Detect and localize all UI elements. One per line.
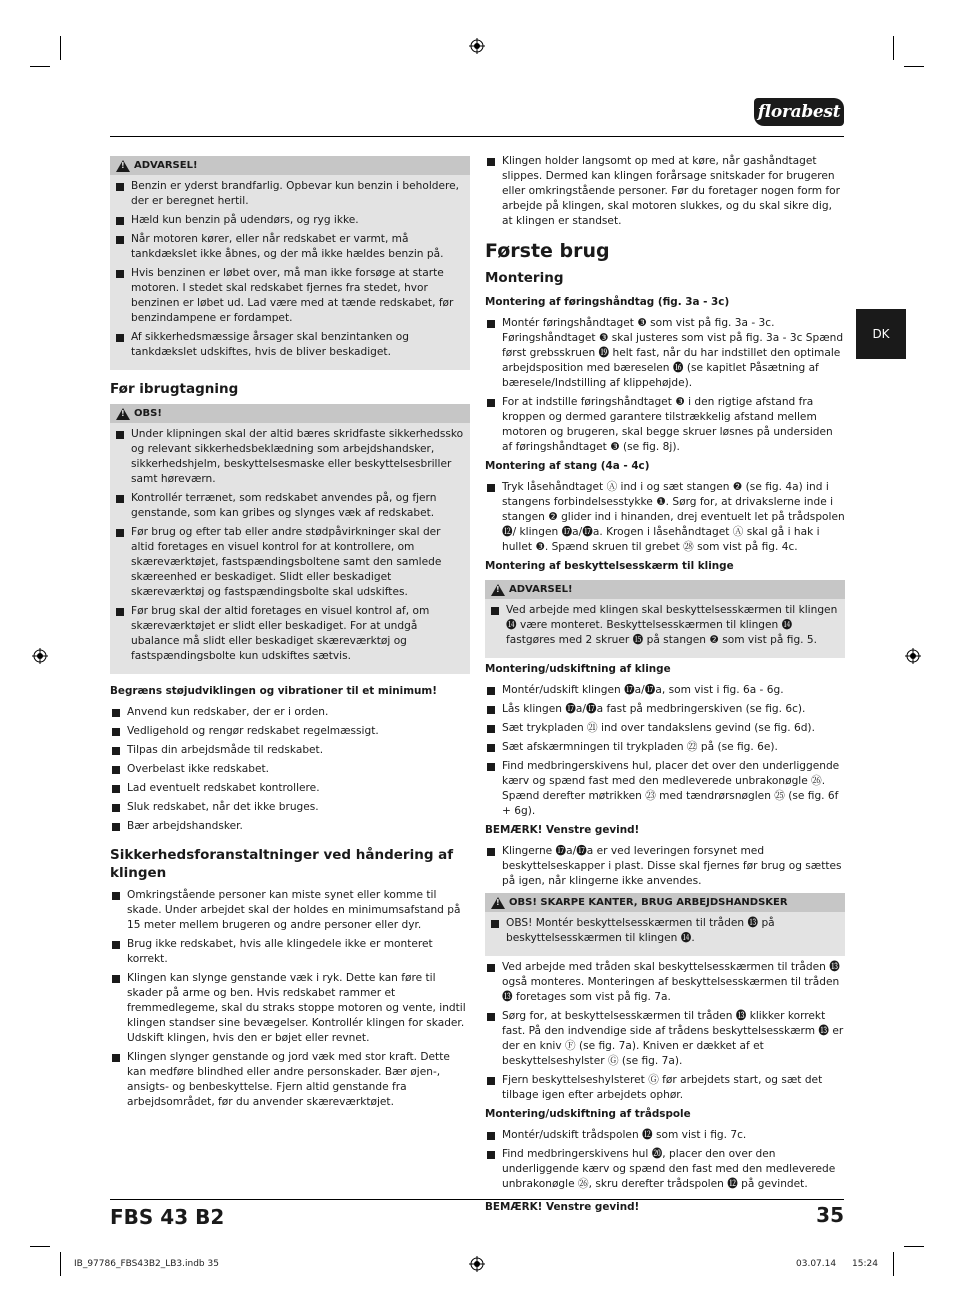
thread-guard-list	[485, 960, 845, 1103]
list-item: Omkringstående personer kan miste synet eller komme til skade. Under arbejdet skal der holdes en minimumsafstand på 15 meter mellem brugeren og andre personer eller dyr.	[110, 888, 470, 933]
print-date: 03.07.14	[796, 1259, 837, 1269]
blade-title: Montering/udskiftning af klinge	[485, 663, 671, 675]
list-item: Hvis benzinen er løbet over, må man ikke forsøge at starte motoren. I stedet skal redskabet fjernes fra stedet, hvor benzinen er løbet ud. Lad være med at tænde redskabet, før benzindampene er fordampet.	[114, 266, 464, 326]
list-item: Brug ikke redskabet, hvis alle klingedele ikke er monteret korrekt.	[110, 937, 470, 967]
notice-box	[485, 893, 845, 956]
notice-box	[110, 404, 470, 674]
crop-mark	[904, 1246, 924, 1247]
model-name: FBS 43 B2	[110, 1205, 225, 1229]
language-tab: DK	[856, 309, 906, 359]
list-item: Benzin er yderst brandfarlig. Opbevar kun benzin i beholdere, der er beregnet hertil.	[114, 179, 464, 209]
header-rule	[110, 136, 844, 137]
blade-list	[485, 683, 845, 819]
page-number: 35	[816, 1203, 844, 1227]
list-item: Hæld kun benzin på udendørs, og ryg ikke.	[114, 213, 464, 228]
list-item: Vedligehold og rengør redskabet regelmæssigt.	[110, 724, 470, 739]
sub-title: Montering	[485, 270, 564, 286]
list-item: Tilpas din arbejdsmåde til redskabet.	[110, 743, 470, 758]
warning-header: ! ADVARSEL!	[110, 156, 470, 175]
registration-mark-icon	[469, 1256, 485, 1272]
list-item: Lås klingen ⓱a/⓱a fast på medbringerskiven (se fig. 6c).	[485, 702, 845, 717]
blade-safety-list	[110, 888, 470, 1110]
warning-icon	[491, 897, 505, 909]
list-item: Kontrollér terrænet, som redskabet anvendes på, og fjern genstande, som kan gribes og slynges væk af redskabet.	[114, 491, 464, 521]
note-title: BEMÆRK! Venstre gevind!	[485, 824, 640, 836]
intro-list	[485, 154, 845, 229]
list-item: OBS! Montér beskyttelsesskærmen til tråden ⓭ på beskyttelsesskærmen til klingen ⓮.	[489, 916, 839, 946]
section-title: Før ibrugtagning	[110, 381, 239, 397]
vibration-title: Begræns støjudviklingen og vibrationer til et minimum!	[110, 685, 438, 697]
crop-mark	[893, 36, 894, 60]
list-item: Sæt trykpladen ㉑ ind over tandakslens gevind (se fig. 6d).	[485, 721, 845, 736]
notice-header: ! OBS! SKARPE KANTER, BRUG ARBEJDSHANDSKER	[485, 893, 845, 912]
handle-title: Montering af føringshåndtag (fig. 3a - 3c)	[485, 296, 730, 308]
warning-icon	[116, 408, 130, 420]
warning-icon	[116, 160, 130, 172]
list-item: Sæt afskærmningen til trykpladen ㉒ på (se fig. 6e).	[485, 740, 845, 755]
notice-list	[485, 912, 845, 956]
list-item: Lad eventuelt redskabet kontrollere.	[110, 781, 470, 796]
rod-list	[485, 480, 845, 555]
list-item: Før brug og efter tab eller andre stødpåvirkninger skal der altid foretages en visuel kontrol for at kontrollere, om skæreværktøjet, fastspændingsboltene samt den samlede skæreenhed er beskadiget. Slidt eller beskadiget skæreværktøj og fastspændingsbolte skal udskiftes.	[114, 525, 464, 600]
list-item: Klingerne ⓱a/⓱a er ved leveringen forsynet med beskyttelseskapper i plast. Disse skal fjernes før brug og sættes på igen, når klingerne ikke anvendes.	[485, 844, 845, 889]
list-item: Find medbringerskivens hul, placer det over den underliggende kærv og spænd fast med den medleverede unbrakonøgle ㉖. Spænd derefter møtrikken ㉓ med tændrørsnøglen ㉕ (se fig. 6f + 6g).	[485, 759, 845, 819]
footer-rule	[110, 1199, 844, 1200]
warning-header: ! ADVARSEL!	[485, 580, 845, 599]
registration-mark-icon	[32, 648, 48, 664]
list-item: Bær arbejdshandsker.	[110, 819, 470, 834]
list-item: Montér føringshåndtaget ❸ som vist på fig. 3a - 3c. Føringshåndtaget ❸ skal justeres som vist på fig. 3a - 3c Spænd først grebsskruen ⓳ helt fast, når du har indstillet den optimale arbejdsposition med bæreselen ⓰ (se kapitlet Påsætning af bæresele/Indstilling af klippehøjde).	[485, 316, 845, 391]
guard-title: Montering af beskyttelsesskærm til klinge	[485, 560, 734, 572]
list-item: Fjern beskyttelseshylsteret Ⓖ før arbejdets start, og sæt det tilbage igen efter arbejdets ophør.	[485, 1073, 845, 1103]
registration-mark-icon	[469, 38, 485, 54]
right-column	[485, 154, 845, 1221]
crop-mark	[60, 1252, 61, 1276]
list-item: Klingen holder langsomt op med at køre, når gashåndtaget slippes. Dermed kan klingen forårsage snitskader for brugeren eller omkringstående personer. Før du foretager nogen form for arbejde på klingen, skal motoren slukkes, og du skal sikre dig, at klingen er standset.	[485, 154, 845, 229]
crop-mark	[30, 1246, 50, 1247]
list-item: Anvend kun redskaber, der er i orden.	[110, 705, 470, 720]
warning-box	[110, 156, 470, 370]
section-title: Sikkerhedsforanstaltninger ved håndering af klingen	[110, 847, 454, 881]
list-item: Tryk låsehåndtaget Ⓐ ind i og sæt stangen ❷ (se fig. 4a) ind i stangens forbindelsesstykke ❶. Sørg for, at drivakslerne inde i stangen ❷ glider ind i hinanden, drej eventuelt let på trådspolen ⓬/ klingen ⓱a/⓱a. Krogen i låsehåndtaget Ⓐ skal gå i hak i hullet ❸. Spænd skruen til grebet ㉘ som vist på fig. 4c.	[485, 480, 845, 555]
warning-list	[110, 175, 470, 370]
print-time: 15:24	[852, 1259, 878, 1269]
spool-list	[485, 1128, 845, 1192]
main-title: Første brug	[485, 240, 610, 262]
list-item: Montér/udskift klingen ⓱a/⓱a, som vist i fig. 6a - 6g.	[485, 683, 845, 698]
spool-title: Montering/udskiftning af trådspole	[485, 1108, 691, 1120]
registration-mark-icon	[905, 648, 921, 664]
notice-header: ! OBS!	[110, 404, 470, 423]
list-item: Ved arbejde med klingen skal beskyttelsesskærmen til klingen ⓮ være monteret. Beskyttelsesskærmen til klingen ⓮ fastgøres med 2 skruer ⓯ på stangen ❷ som vist på fig. 5.	[489, 603, 839, 648]
list-item: Klingen kan slynge genstande væk i ryk. Dette kan føre til skader på arme og ben. Hvis redskabet rammer et fremmedlegeme, skal du straks stoppe motoren og vente, indtil klingen standser sine bevægelser. Kontrollér klingen for skader. Udskift klingen, hvis den er bøjet eller revnet.	[110, 971, 470, 1046]
list-item: Før brug skal der altid foretages en visuel kontrol af, om skæreværktøjet er slidt eller beskadiget. For at undgå ubalance må slidt eller beskadiget skæreværktøj og fastspændingsbolte kun udskiftes sætvis.	[114, 604, 464, 664]
brand-logo: florabest	[754, 98, 844, 126]
list-item: Under klipningen skal der altid bæres skridfaste sikkerhedssko og relevant sikkerhedsbeklædning som arbejdshandsker, sikkerhedshjelm, beskyttelsesmaske eller beskyttelsesbriller samt høreværn.	[114, 427, 464, 487]
list-item: Sluk redskabet, når det ikke bruges.	[110, 800, 470, 815]
list-item: Montér/udskift trådspolen ⓬ som vist i fig. 7c.	[485, 1128, 845, 1143]
crop-mark	[904, 66, 924, 67]
warning-icon	[491, 584, 505, 596]
note-title: BEMÆRK! Venstre gevind!	[485, 1201, 640, 1213]
notice-list	[110, 423, 470, 674]
rod-title: Montering af stang (4a - 4c)	[485, 460, 650, 472]
list-item: Sørg for, at beskyttelsesskærmen til tråden ⓭ klikker korrekt fast. På den indvendige side af trådens beskyttelsesskærm ⓭ er der en kniv Ⓕ (se fig. 7a). Kniven er dækket af et beskyttelseshylster Ⓖ (se fig. 7a).	[485, 1009, 845, 1069]
crop-mark	[893, 1252, 894, 1276]
list-item: Ved arbejde med tråden skal beskyttelsesskærmen til tråden ⓭ også monteres. Monteringen af beskyttelsesskærmen til tråden ⓭ foretages som vist på fig. 7a.	[485, 960, 845, 1005]
list-item: Af sikkerhedsmæssige årsager skal benzintanken og tankdækslet udskiftes, hvis de bliver beskadiget.	[114, 330, 464, 360]
list-item: For at indstille føringshåndtaget ❸ i den rigtige afstand fra kroppen og dermed garantere tilstrækkelig afstand mellem motoren og brugeren, skal begge skruer løsnes på undersiden af føringshåndtaget ❸ (se fig. 8j).	[485, 395, 845, 455]
list-item: Klingen slynger genstande og jord væk med stor kraft. Dette kan medføre blindhed eller andre personskader. Bær øjen-, ansigts- og benbeskyttelse. Fjern altid genstande fra arbejdsområdet, før du anvender skæreværktøjet.	[110, 1050, 470, 1110]
warning-box	[485, 580, 845, 658]
list-item: Overbelast ikke redskabet.	[110, 762, 470, 777]
crop-mark	[60, 36, 61, 60]
left-column	[110, 156, 470, 1114]
crop-mark	[30, 66, 50, 67]
note-list	[485, 844, 845, 889]
warning-list	[485, 599, 845, 658]
handle-list	[485, 316, 845, 455]
list-item: Find medbringerskivens hul ⓴, placer den over den underliggende kærv og spænd den fast med den medleverede unbrakonøgle ㉖, skru derefter trådspolen ⓬ på gevindet.	[485, 1147, 845, 1192]
vibration-list	[110, 705, 470, 834]
list-item: Når motoren kører, eller når redskabet er varmt, må tankdækslet ikke åbnes, og der må ikke hældes benzin på.	[114, 232, 464, 262]
file-info: IB_97786_FBS43B2_LB3.indb 35	[74, 1259, 219, 1269]
